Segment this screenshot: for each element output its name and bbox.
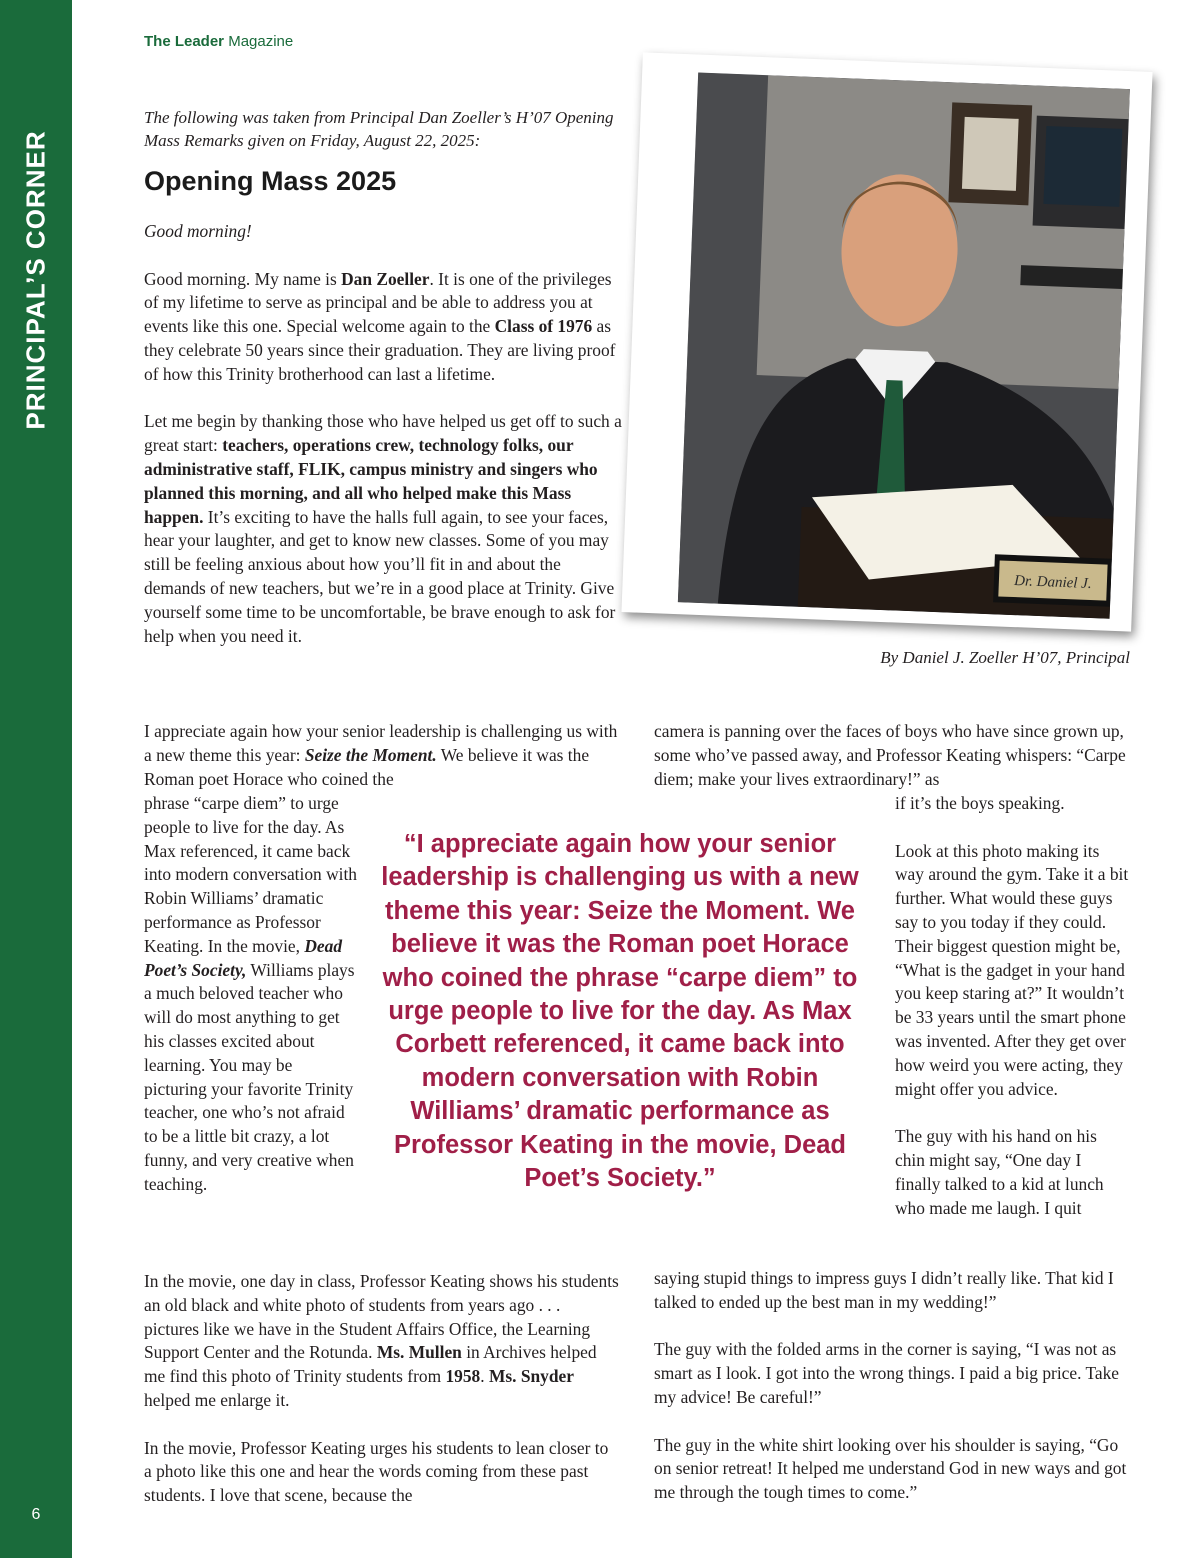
sidebar: [0, 0, 72, 1558]
left-column-top: [144, 220, 624, 648]
right-column-narrow: if it’s the boys speaking. Look at this photo making its way around the gym. Take it a bit further. What would these guys say to you today if they could. Their biggest question might be, “What is the gadget in your hand you keep staring at?” It wouldn’t be 33 years until the smart phone was invented. After they get over how weird you were acting, they might offer you advice. The guy with his hand on his chin might say, “One day I finally talked to a kid at lunch who made me laugh. I quit: [895, 792, 1129, 1220]
paragraph-2: Let me begin by thanking those who have helped us get off to such a great start: teachers, operations crew, technology folks, our administrative staff, FLIK, campus ministry and singers who planned this morning, and all who helped make this Mass happen. It’s exciting to have the halls full again, to see your faces, hear your laughter, and get to know new classes. Some of you may still be feeling anxious about how you’ll fit in and about the demands of new teachers, but we’re in a good place at Trinity. Give yourself some time to be uncomfortable, be brave enough to ask for help when you need it.: [144, 411, 622, 646]
principal-photo-frame: [621, 52, 1152, 631]
pull-quote: “I appreciate again how your senior leadership is challenging us with a new theme this year: Seize the Moment. We believe it was the Roman poet Horace who coined the phrase “carpe diem” to urge people to live for the day. As Max Corbett referenced, it came back into modern conversation with Robin Williams’ dramatic performance as Professor Keating in the movie, Dead Poet’s Society.”: [381, 830, 859, 1193]
intro-note: The following was taken from Principal Dan Zoeller’s H’07 Opening Mass Remarks given on Friday, August 22, 2025:: [144, 108, 614, 150]
paragraph-1: Good morning. My name is Dan Zoeller. It is one of the privileges of my lifetime to serve as principal and be able to address you at events like this one. Special welcome again to the Class of 1976 as they celebrate 50 years since their graduation. They are living proof of how this Trinity brotherhood can last a lifetime.: [144, 268, 616, 384]
principal-photo: [678, 73, 1130, 619]
masthead-brand: The Leader: [144, 33, 225, 50]
portrait-illustration: [678, 73, 1130, 619]
page-number: 6: [31, 1506, 41, 1523]
paragraph-3-narrow: phrase “carpe diem” to urge people to live for the day. As Max referenced, it came back into modern conversation with Robin Williams’ dramatic performance as Professor Keating. In the movie, Dead Poet’s Society, Williams plays a much beloved teacher who will do most anything to get his classes excited about learning. You may be picturing your favorite Trinity teacher, one who’s not afraid to be a little bit crazy, a lot funny, and very creative when teaching.: [144, 793, 357, 1194]
paragraph-r5: The guy in the white shirt looking over his shoulder is saying, “Go on senior retreat! It helped me understand God in new ways and got me through the tough times to come.”: [654, 1434, 1127, 1503]
masthead: [144, 33, 293, 50]
article-title: Opening Mass 2025: [144, 166, 397, 196]
paragraph-3-top: I appreciate again how your senior leadership is challenging us with a new theme this year: Seize the Moment. We believe it was the Roman poet Horace who coined the: [144, 721, 618, 789]
greeting: Good morning!: [144, 221, 252, 241]
masthead-suffix: Magazine: [224, 33, 294, 50]
right-column-top: camera is panning over the faces of boys who have since grown up, some who’ve passed away, and Professor Keating whispers: “Carpe diem; make your lives extraordinary!” as: [654, 721, 1126, 789]
left-column-bottom: [144, 1270, 619, 1508]
paragraph-r3-wide: saying stupid things to impress guys I didn’t really like. That kid I talked to ended up the best man in my wedding!”: [654, 1268, 1114, 1312]
paragraph-r3-narrow: The guy with his hand on his chin might say, “One day I finally talked to a kid at lunch who made me laugh. I quit: [895, 1126, 1104, 1218]
paragraph-5: In the movie, Professor Keating urges his students to lean closer to a photo like this one and hear the words coming from these past students. I love that scene, because the: [144, 1437, 609, 1506]
photo-caption: By Daniel J. Zoeller H’07, Principal: [880, 648, 1130, 667]
paragraph-r2: Look at this photo making its way around the gym. Take it a bit further. What would these guys say to you today if they could. Their biggest question might be, “What is the gadget in your hand you keep staring at?” It wouldn’t be 33 years until the smart phone was invented. After they get over how weird you were acting, they might offer you advice.: [895, 840, 1129, 1099]
paragraph-r4: The guy with the folded arms in the corner is saying, “I was not as smart as I look. I got into the wrong things. I paid a big price. Take my advice! Be careful!”: [654, 1339, 1120, 1407]
right-column-bottom: [654, 1267, 1128, 1505]
nameplate-text: Dr. Daniel J.: [1013, 573, 1092, 593]
section-title: PRINCIPAL’S CORNER: [20, 130, 51, 430]
paragraph-4: In the movie, one day in class, Professor Keating shows his students an old black and white photo of students from years ago . . . pictures like we have in the Student Affairs Office, the Learning Support Center and the Rotunda. Ms. Mullen in Archives helped me find this photo of Trinity students from 1958. Ms. Snyder helped me enlarge it.: [144, 1271, 619, 1410]
